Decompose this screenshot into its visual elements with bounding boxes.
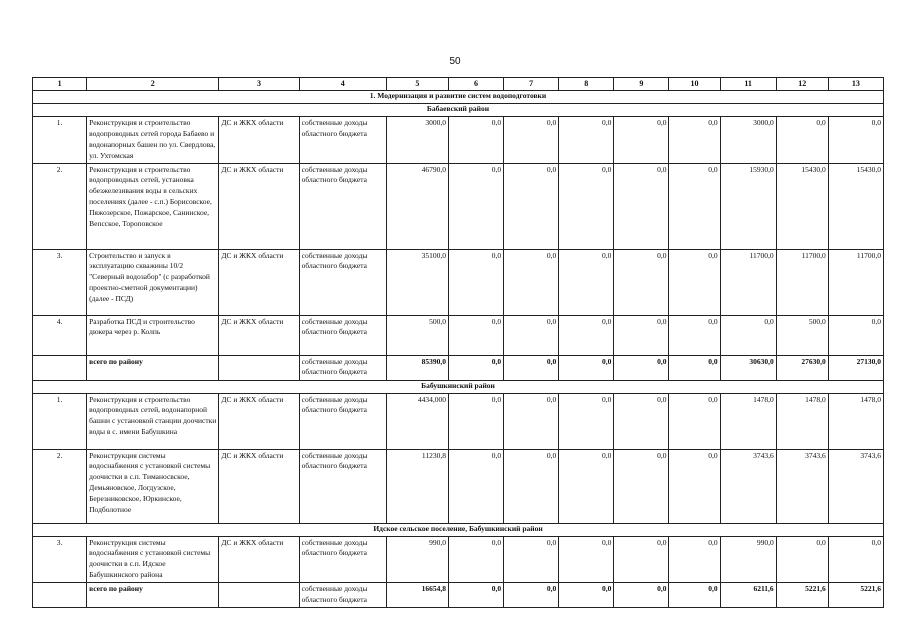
- amount-cell: 0,0: [504, 315, 559, 355]
- project-name: Реконструкция системы водоснабжения с установкой системы доочистки в с.п. Тиманосвское, Демьяновское, Логдузское, Березниковское, Юркинское, Подболотное: [87, 449, 219, 523]
- amount-cell: 0,0: [559, 117, 614, 164]
- amount-cell: 35100,0: [386, 249, 448, 315]
- total-amount: 16654,8: [386, 583, 448, 608]
- column-header: 5: [386, 78, 448, 91]
- total-amount: 6211,6: [720, 583, 776, 608]
- executor: ДС и ЖКХ области: [219, 315, 299, 355]
- amount-cell: 0,0: [448, 163, 503, 249]
- district-name: Бабушкинский район: [33, 380, 884, 393]
- total-amount: 27630,0: [776, 355, 828, 380]
- district-row: [33, 380, 884, 393]
- table-row: [33, 249, 884, 315]
- total-amount: 5221,6: [828, 583, 883, 608]
- amount-cell: 0,0: [448, 393, 503, 449]
- column-header: 13: [828, 78, 883, 91]
- project-name: Реконструкция и строительство водопроводных сетей, установка обезжелезивания воды в сельских поселениях (далее - с.п.) Борисовское, Пяжозерское, Пожарское, Санинское, Вепсское, Тороповское: [87, 163, 219, 249]
- section-title: 1. Модернизация и развитие систем водоподготовки: [33, 91, 884, 104]
- row-number: 4.: [33, 315, 87, 355]
- amount-cell: 0,0: [614, 393, 669, 449]
- amount-cell: 3743,6: [720, 449, 776, 523]
- project-name: Строительство и запуск в эксплуатацию скважины 10/2 "Северный водозабор" (с разработкой проектно-сметной документации) (далее - ПСД): [87, 249, 219, 315]
- total-label: всего по району: [87, 583, 219, 608]
- amount-cell: 500,0: [386, 315, 448, 355]
- funding-source: собственные доходы областного бюджета: [299, 583, 386, 608]
- empty-cell: [219, 355, 299, 380]
- executor: ДС и ЖКХ области: [219, 449, 299, 523]
- column-header: 11: [720, 78, 776, 91]
- amount-cell: 3743,6: [828, 449, 883, 523]
- column-header: 1: [33, 78, 87, 91]
- amount-cell: 0,0: [448, 536, 503, 583]
- amount-cell: 0,0: [504, 449, 559, 523]
- amount-cell: 0,0: [559, 449, 614, 523]
- total-amount: 0,0: [614, 355, 669, 380]
- table-row: [33, 393, 884, 449]
- amount-cell: 0,0: [448, 315, 503, 355]
- table-row: [33, 117, 884, 164]
- page-number: 50: [449, 56, 461, 67]
- table-row: [33, 536, 884, 583]
- amount-cell: 0,0: [669, 393, 720, 449]
- amount-cell: 0,0: [559, 393, 614, 449]
- amount-cell: 4434,000: [386, 393, 448, 449]
- funding-source: собственные доходы областного бюджета: [299, 249, 386, 315]
- total-amount: 27130,0: [828, 355, 883, 380]
- amount-cell: 0,0: [828, 315, 883, 355]
- amount-cell: 0,0: [504, 249, 559, 315]
- header-row: [33, 78, 884, 91]
- project-name: Реконструкция и строительство водопроводных сетей, водонапорной башни с установкой станции доочистки воды в с. имени Бабушкина: [87, 393, 219, 449]
- amount-cell: 15930,0: [720, 163, 776, 249]
- amount-cell: 990,0: [720, 536, 776, 583]
- total-amount: 30630,0: [720, 355, 776, 380]
- row-number: 2.: [33, 163, 87, 249]
- total-amount: 0,0: [559, 355, 614, 380]
- amount-cell: 1478,0: [720, 393, 776, 449]
- amount-cell: 0,0: [614, 117, 669, 164]
- table-row: [33, 449, 884, 523]
- total-amount: 0,0: [669, 355, 720, 380]
- funding-source: собственные доходы областного бюджета: [299, 536, 386, 583]
- row-number: 3.: [33, 249, 87, 315]
- executor: ДС и ЖКХ области: [219, 163, 299, 249]
- row-number: 3.: [33, 536, 87, 583]
- amount-cell: 1478,0: [776, 393, 828, 449]
- amount-cell: 46790,0: [386, 163, 448, 249]
- project-name: Разработка ПСД и строительство дюкера через р. Колпь: [87, 315, 219, 355]
- amount-cell: 0,0: [559, 163, 614, 249]
- amount-cell: 0,0: [614, 449, 669, 523]
- total-amount: 0,0: [614, 583, 669, 608]
- funding-source: собственные доходы областного бюджета: [299, 117, 386, 164]
- amount-cell: 11700,0: [776, 249, 828, 315]
- column-header: 4: [299, 78, 386, 91]
- amount-cell: 0,0: [559, 249, 614, 315]
- total-amount: 0,0: [504, 583, 559, 608]
- table-row: [33, 315, 884, 355]
- amount-cell: 0,0: [614, 536, 669, 583]
- amount-cell: 11700,0: [828, 249, 883, 315]
- amount-cell: 0,0: [669, 315, 720, 355]
- total-amount: 0,0: [559, 583, 614, 608]
- table-row: [33, 163, 884, 249]
- budget-table: [32, 77, 884, 608]
- amount-cell: 0,0: [828, 117, 883, 164]
- amount-cell: 0,0: [828, 536, 883, 583]
- total-row: [33, 355, 884, 380]
- project-name: Реконструкция системы водоснабжения с установкой системы доочистки в с.п. Идское Бабушкинского района: [87, 536, 219, 583]
- amount-cell: 0,0: [504, 393, 559, 449]
- row-number: 1.: [33, 393, 87, 449]
- funding-source: собственные доходы областного бюджета: [299, 355, 386, 380]
- funding-source: собственные доходы областного бюджета: [299, 163, 386, 249]
- amount-cell: 3000,0: [386, 117, 448, 164]
- amount-cell: 0,0: [504, 163, 559, 249]
- empty-cell: [33, 355, 87, 380]
- amount-cell: 0,0: [559, 315, 614, 355]
- total-row: [33, 583, 884, 608]
- column-header: 8: [559, 78, 614, 91]
- amount-cell: 0,0: [614, 163, 669, 249]
- amount-cell: 500,0: [776, 315, 828, 355]
- district-row: [33, 523, 884, 536]
- executor: ДС и ЖКХ области: [219, 117, 299, 164]
- column-header: 2: [87, 78, 219, 91]
- amount-cell: 0,0: [448, 117, 503, 164]
- district-row: [33, 104, 884, 117]
- total-amount: 0,0: [448, 355, 503, 380]
- column-header: 6: [448, 78, 503, 91]
- empty-cell: [219, 583, 299, 608]
- table-body: [33, 78, 884, 608]
- amount-cell: 0,0: [669, 117, 720, 164]
- section-title-row: [33, 91, 884, 104]
- district-name: Бабаевский район: [33, 104, 884, 117]
- amount-cell: 1478,0: [828, 393, 883, 449]
- amount-cell: 990,0: [386, 536, 448, 583]
- amount-cell: 0,0: [776, 536, 828, 583]
- column-header: 7: [504, 78, 559, 91]
- column-header: 10: [669, 78, 720, 91]
- amount-cell: 15430,0: [776, 163, 828, 249]
- total-amount: 85390,0: [386, 355, 448, 380]
- funding-source: собственные доходы областного бюджета: [299, 393, 386, 449]
- total-amount: 0,0: [669, 583, 720, 608]
- amount-cell: 3000,0: [720, 117, 776, 164]
- district-name: Идское сельское поселение, Бабушкинский район: [33, 523, 884, 536]
- column-header: 9: [614, 78, 669, 91]
- amount-cell: 15430,0: [828, 163, 883, 249]
- column-header: 12: [776, 78, 828, 91]
- executor: ДС и ЖКХ области: [219, 536, 299, 583]
- project-name: Реконструкция и строительство водопроводных сетей города Бабаево и водонапорных башен по ул. Свердлова, ул. Ухтомская: [87, 117, 219, 164]
- total-amount: 0,0: [448, 583, 503, 608]
- column-header: 3: [219, 78, 299, 91]
- row-number: 2.: [33, 449, 87, 523]
- amount-cell: 0,0: [504, 536, 559, 583]
- amount-cell: 0,0: [669, 163, 720, 249]
- amount-cell: 0,0: [776, 117, 828, 164]
- amount-cell: 3743,6: [776, 449, 828, 523]
- funding-source: собственные доходы областного бюджета: [299, 449, 386, 523]
- total-amount: 0,0: [504, 355, 559, 380]
- amount-cell: 0,0: [669, 536, 720, 583]
- amount-cell: 0,0: [614, 249, 669, 315]
- empty-cell: [33, 583, 87, 608]
- amount-cell: 0,0: [504, 117, 559, 164]
- funding-source: собственные доходы областного бюджета: [299, 315, 386, 355]
- total-amount: 5221,6: [776, 583, 828, 608]
- amount-cell: 11700,0: [720, 249, 776, 315]
- amount-cell: 0,0: [669, 449, 720, 523]
- amount-cell: 0,0: [614, 315, 669, 355]
- executor: ДС и ЖКХ области: [219, 249, 299, 315]
- total-label: всего по району: [87, 355, 219, 380]
- amount-cell: 11230,8: [386, 449, 448, 523]
- amount-cell: 0,0: [669, 249, 720, 315]
- amount-cell: 0,0: [448, 449, 503, 523]
- executor: ДС и ЖКХ области: [219, 393, 299, 449]
- amount-cell: 0,0: [559, 536, 614, 583]
- row-number: 1.: [33, 117, 87, 164]
- amount-cell: 0,0: [448, 249, 503, 315]
- amount-cell: 0,0: [720, 315, 776, 355]
